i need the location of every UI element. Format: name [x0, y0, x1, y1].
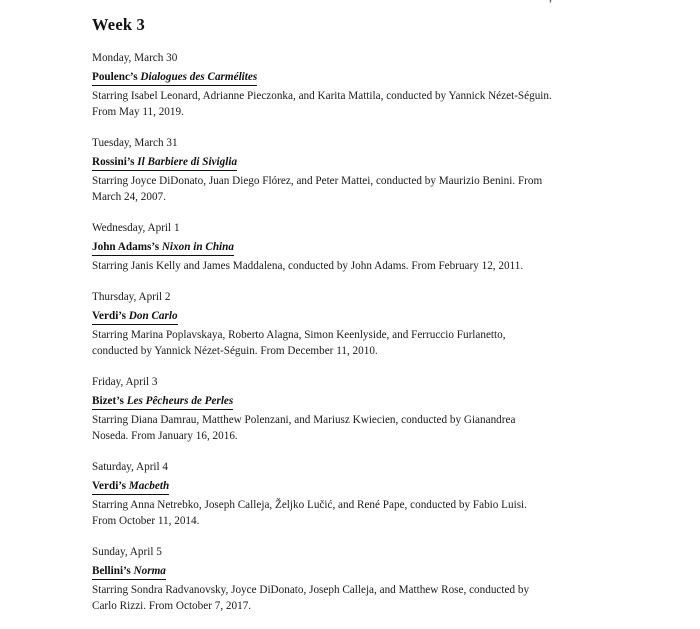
entry-date: Friday, April 3	[92, 376, 158, 388]
schedule-entry-friday	[92, 374, 562, 444]
schedule-entry-saturday	[92, 459, 562, 529]
cut-off-previous-line	[92, 0, 552, 4]
opera-title: Norma	[133, 565, 166, 577]
entry-date: Wednesday, April 1	[92, 222, 180, 234]
composer-name: Verdi’s	[92, 310, 126, 322]
opera-link[interactable]	[92, 309, 178, 325]
schedule-document	[92, 14, 562, 629]
opera-title: Il Barbiere di Siviglia	[137, 156, 238, 168]
composer-name: Bellini’s	[92, 565, 131, 577]
entry-description: Starring Diana Damrau, Matthew Polenzani, and Mariusz Kwiecien, conducted by Gianandrea Noseda. From January 16, 2016.	[92, 414, 516, 442]
entry-description: Starring Janis Kelly and James Maddalena, conducted by John Adams. From February 12, 2011.	[92, 260, 524, 272]
composer-name: Bizet’s	[92, 395, 124, 407]
opera-title: Nixon in China	[161, 241, 234, 253]
composer-name: Poulenc’s	[92, 71, 138, 83]
entry-date: Saturday, April 4	[92, 461, 169, 473]
opera-title: Dialogues des Carmélites	[140, 71, 258, 83]
entry-date: Thursday, April 2	[92, 291, 171, 303]
entry-description: Starring Marina Poplavskaya, Roberto Alagna, Simon Keenlyside, and Ferruccio Furlanetto, conducted by Yannick Nézet-Séguin. From December 11, 2010.	[92, 329, 506, 357]
schedule-entry-wednesday	[92, 220, 562, 274]
opera-link[interactable]	[92, 394, 233, 410]
entry-description: Starring Joyce DiDonato, Juan Diego Flórez, and Peter Mattei, conducted by Maurizio Benini. From March 24, 2007.	[92, 175, 543, 203]
schedule-entry-sunday	[92, 544, 562, 614]
schedule-entry-tuesday	[92, 135, 562, 205]
entry-date: Monday, March 30	[92, 52, 178, 64]
composer-name: Verdi’s	[92, 480, 126, 492]
cut-off-text	[549, 0, 552, 4]
opera-link[interactable]	[92, 564, 166, 580]
opera-link[interactable]	[92, 155, 237, 171]
opera-title: Les Pêcheurs de Perles	[126, 395, 234, 407]
schedule-entry-monday	[92, 50, 562, 120]
opera-link[interactable]	[92, 240, 234, 256]
entry-date: Tuesday, March 31	[92, 137, 178, 149]
week-heading: Week 3	[92, 15, 145, 34]
composer-name: John Adams’s	[92, 241, 160, 253]
entry-description: Starring Isabel Leonard, Adrianne Pieczonka, and Karita Mattila, conducted by Yannick Nézet-Séguin. From May 11, 2019.	[92, 90, 552, 118]
entry-description: Starring Sondra Radvanovsky, Joyce DiDonato, Joseph Calleja, and Matthew Rose, conducted by Carlo Rizzi. From October 7, 2017.	[92, 584, 530, 612]
opera-title: Macbeth	[128, 480, 170, 492]
opera-title: Don Carlo	[128, 310, 178, 322]
opera-link[interactable]	[92, 70, 257, 86]
composer-name: Rossini’s	[92, 156, 135, 168]
opera-link[interactable]	[92, 479, 169, 495]
schedule-entry-thursday	[92, 289, 562, 359]
entry-description: Starring Anna Netrebko, Joseph Calleja, Željko Lučić, and René Pape, conducted by Fabio Luisi. From October 11, 2014.	[92, 499, 527, 527]
entry-date: Sunday, April 5	[92, 546, 162, 558]
